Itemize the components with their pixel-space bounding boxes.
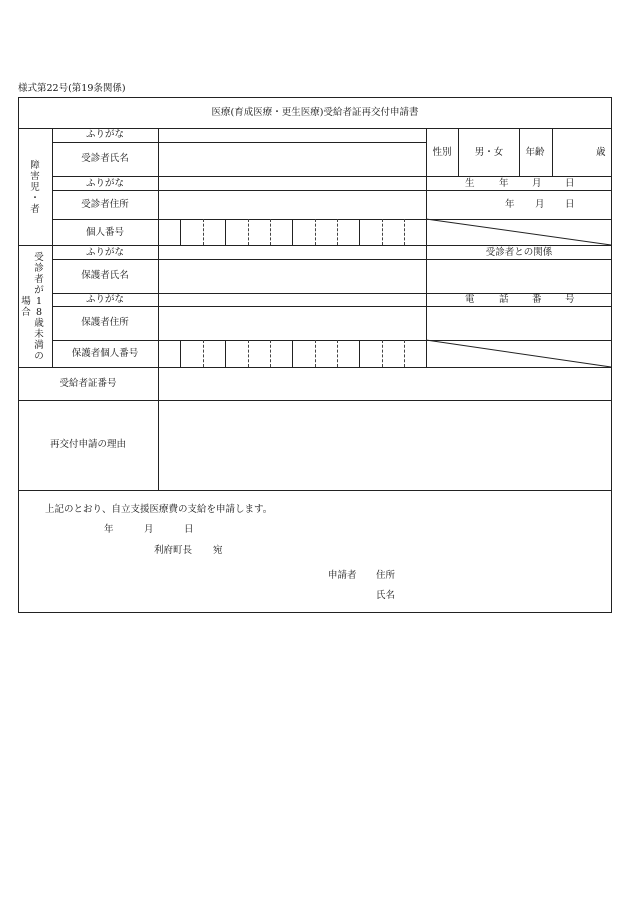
certificate-number-label: 受給者証番号 (59, 378, 117, 389)
guardian-address-label: 保護者住所 (81, 317, 129, 328)
gender-label: 性別 (432, 147, 452, 158)
relation-label: 受診者との関係 (485, 247, 553, 258)
form-number: 様式第22号(第19条関係) (18, 83, 126, 94)
patient-section-label: 障 害 児 ・ 者 (30, 160, 40, 215)
guardian-section-label-col1: 受 診 者 が 1 8 歳 未 満 の (34, 252, 44, 362)
applicant-address-label: 住所 (376, 570, 396, 581)
age-unit: 歳 (596, 147, 606, 158)
age-label: 年齢 (525, 147, 545, 158)
guardian-furigana-label-2: ふりがな (85, 294, 125, 305)
reissue-reason-label: 再交付申請の理由 (49, 439, 127, 450)
patient-address-label: 受診者住所 (81, 199, 129, 210)
guardian-name-label: 保護者氏名 (81, 270, 129, 281)
applicant-label: 申請者 (328, 570, 357, 581)
applicant-name-label: 氏名 (376, 590, 396, 601)
guardian-furigana-label: ふりがな (85, 247, 125, 258)
gender-value: 男・女 (474, 147, 504, 158)
guardian-section-label-col2: 場 合 (21, 296, 31, 318)
declaration-statement: 上記のとおり、自立支援医療費の支給を申請します。 (45, 504, 273, 515)
guardian-personal-number-label: 保護者個人番号 (71, 348, 139, 359)
patient-furigana-label: ふりがな (85, 129, 125, 140)
form-title: 医療(育成医療・更生医療)受給者証再交付申請書 (211, 107, 419, 118)
patient-furigana-label-2: ふりがな (85, 178, 125, 189)
patient-name-label: 受診者氏名 (81, 153, 129, 164)
patient-personal-number-label: 個人番号 (85, 227, 125, 238)
